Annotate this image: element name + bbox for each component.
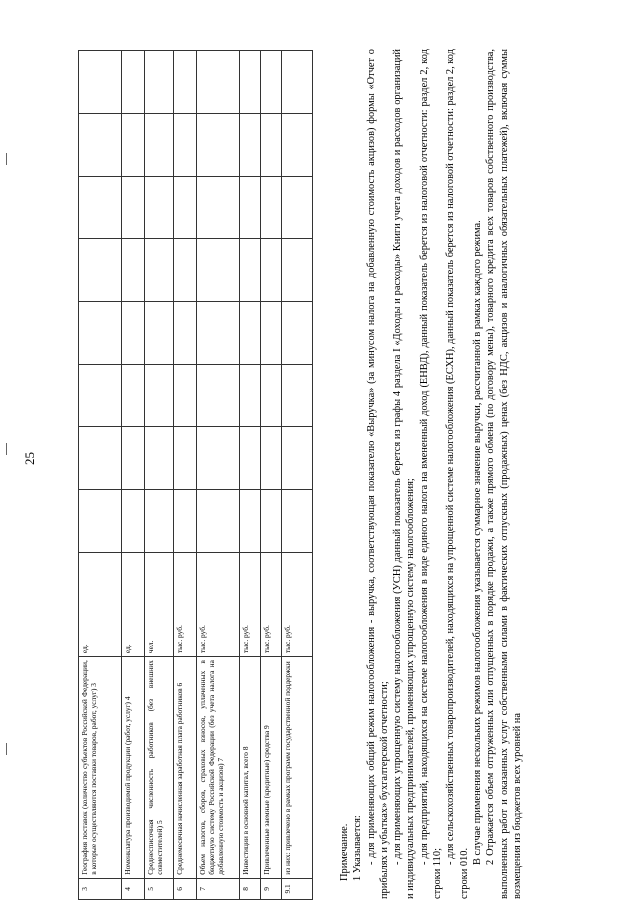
note-1-title: 1 Указывается: [352, 815, 364, 881]
note-1-envd: - для предприятий, находящихся на системе налогообложения в виде единого налога на вмененный доход (ЕНВД), данный показатель берется из налоговой отчетности: раздел 2, код строки 110; [418, 49, 444, 899]
value-cell [240, 239, 261, 302]
indicators-table [78, 50, 313, 900]
value-cell [240, 51, 261, 114]
note-1-general: - для применяющих общий режим налогообложения - выручка, соответствующая показателю «Выручка» (за минусом налога на добавленную стоимость акцизов) формы «Отчет о прибылях и убытках» бухгалтерской отчетности; [365, 49, 390, 899]
margin-mark [6, 443, 7, 455]
value-cell [122, 301, 145, 364]
value-cell [261, 113, 282, 176]
indicator-name: Инвестиции в основной капитал, всего 8 [240, 657, 261, 879]
value-cell [122, 239, 145, 302]
row-number: 8 [240, 878, 261, 899]
value-cell [261, 176, 282, 239]
value-cell [145, 427, 174, 490]
value-cell [174, 113, 197, 176]
note-2: 2 Отражается объем отгруженных или отпущенных в порядке продажи, а также прямого обмена (по договору мены), товарного кредита всех товаров собственного производства, выполненных работ и оказанных услуг собственными силами в фактических отпускных (продажных) ценах (без НДС, акцизов и аналогичных обязательных платежей), включая суммы возмещения из бюджетов всех уровней на [485, 49, 523, 899]
value-cell [282, 490, 313, 553]
value-cell [122, 176, 145, 239]
row-number: 9.1 [282, 878, 313, 899]
value-cell [240, 176, 261, 239]
unit-of-measure: тыс. руб. [197, 552, 240, 656]
value-cell [122, 364, 145, 427]
value-cell [197, 113, 240, 176]
indicator-name: Среднесписочная численность работников (без внешних совместителей) 5 [145, 657, 174, 879]
value-cell [145, 51, 174, 114]
value-cell [79, 490, 122, 553]
table-row [282, 51, 313, 900]
value-cell [122, 51, 145, 114]
value-cell [197, 427, 240, 490]
value-cell [261, 301, 282, 364]
value-cell [282, 427, 313, 490]
value-cell [79, 113, 122, 176]
value-cell [122, 490, 145, 553]
notes-section [338, 49, 524, 899]
value-cell [282, 239, 313, 302]
unit-of-measure: ед. [122, 552, 145, 656]
value-cell [145, 239, 174, 302]
value-cell [174, 301, 197, 364]
value-cell [197, 301, 240, 364]
row-number: 4 [122, 878, 145, 899]
value-cell [145, 301, 174, 364]
value-cell [145, 113, 174, 176]
value-cell [174, 51, 197, 114]
indicator-name: Среднемесячная начисленная заработная плата работников 6 [174, 657, 197, 879]
value-cell [282, 51, 313, 114]
value-cell [79, 176, 122, 239]
table-row [174, 51, 197, 900]
value-cell [282, 301, 313, 364]
value-cell [122, 427, 145, 490]
value-cell [197, 490, 240, 553]
value-cell [240, 301, 261, 364]
indicator-name: Объем налогов, сборов, страховых взносов, уплаченных в бюджетную систему Российской Федерации (без учета налога на добавленную стоимость и акцизов) 7 [197, 657, 240, 879]
value-cell [240, 490, 261, 553]
table-row [79, 51, 122, 900]
value-cell [261, 239, 282, 302]
table-row [122, 51, 145, 900]
value-cell [174, 490, 197, 553]
value-cell [122, 113, 145, 176]
value-cell [197, 239, 240, 302]
unit-of-measure: ед. [79, 552, 122, 656]
value-cell [79, 51, 122, 114]
row-number: 3 [79, 878, 122, 899]
value-cell [145, 490, 174, 553]
value-cell [79, 301, 122, 364]
margin-mark [6, 743, 7, 755]
value-cell [174, 239, 197, 302]
value-cell [145, 364, 174, 427]
table-row [261, 51, 282, 900]
row-number: 5 [145, 878, 174, 899]
value-cell [261, 427, 282, 490]
table-row [145, 51, 174, 900]
table-row [240, 51, 261, 900]
value-cell [282, 113, 313, 176]
note-1-eskhn: - для сельскохозяйственных товаропроизводителей, находящихся на упрощенной системе налогообложения (ЕСХН), данный показатель берется из налоговой отчетности: раздел 2, код строки 010. [445, 49, 470, 899]
unit-of-measure: тыс. руб. [174, 552, 197, 656]
unit-of-measure: тыс. руб. [240, 552, 261, 656]
value-cell [282, 364, 313, 427]
value-cell [282, 176, 313, 239]
value-cell [174, 176, 197, 239]
indicator-name: Привлеченные заемные (кредитные) средства 9 [261, 657, 282, 879]
unit-of-measure: чел. [145, 552, 174, 656]
value-cell [174, 427, 197, 490]
value-cell [240, 427, 261, 490]
value-cell [261, 490, 282, 553]
note-1-multiple: В случае применения нескольких режимов налогообложения указывается суммарное значение выручки, рассчитанной в рамках каждого режима. [471, 220, 483, 865]
value-cell [79, 427, 122, 490]
value-cell [240, 113, 261, 176]
table-row [197, 51, 240, 900]
margin-mark [6, 153, 7, 165]
value-cell [174, 364, 197, 427]
value-cell [240, 364, 261, 427]
notes-heading: Примечание. [339, 823, 350, 881]
page-number: 25 [22, 452, 37, 465]
row-number: 6 [174, 878, 197, 899]
value-cell [261, 51, 282, 114]
row-number: 7 [197, 878, 240, 899]
value-cell [197, 51, 240, 114]
indicator-name: Номенклатура производимой продукции (работ, услуг) 4 [122, 657, 145, 879]
value-cell [197, 364, 240, 427]
indicator-name: География поставок (количество субъектов Российской Федерации, в которые осуществляются поставки товаров, работ, услуг) 3 [79, 657, 122, 879]
unit-of-measure: тыс. руб. [261, 552, 282, 656]
value-cell [145, 176, 174, 239]
unit-of-measure: тыс. руб. [282, 552, 313, 656]
value-cell [197, 176, 240, 239]
value-cell [261, 364, 282, 427]
indicator-name: из них: привлечено в рамках программ государственной поддержки [282, 657, 313, 879]
value-cell [79, 364, 122, 427]
note-1-usn: - для применяющих упрощенную систему налогообложения (УСН) данный показатель берется из графы 4 раздела I «Доходы и расходы» Книги учета доходов и расходов организаций и индивидуальных предпринимателей, применяющих упрощенную систему налогообложения; [392, 49, 417, 899]
row-number: 9 [261, 878, 282, 899]
value-cell [79, 239, 122, 302]
